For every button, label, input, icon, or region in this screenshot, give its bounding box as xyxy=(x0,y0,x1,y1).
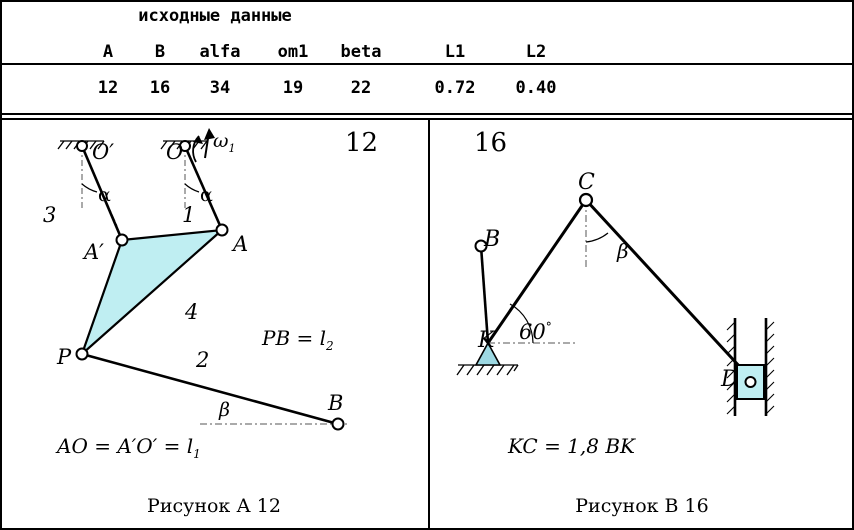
value-om1: 19 xyxy=(282,78,304,98)
beta-arc xyxy=(586,233,608,242)
column-header-beta: beta xyxy=(340,42,382,62)
figure-b-number: 16 xyxy=(474,128,508,158)
value-A: 12 xyxy=(97,78,119,98)
angle-value: 60 xyxy=(519,320,546,344)
label-k: K xyxy=(478,328,495,353)
value-beta: 22 xyxy=(350,78,372,98)
joint-b xyxy=(333,419,344,430)
joint-a-prime xyxy=(117,235,128,246)
joint-c xyxy=(580,194,592,206)
column-header-B: B xyxy=(154,42,166,62)
figure-b-drawing xyxy=(430,118,854,530)
column-header-alfa: alfa xyxy=(199,42,241,62)
label-alpha-right: α xyxy=(200,184,213,206)
label-link1: 1 xyxy=(182,203,196,227)
support-hatch-k xyxy=(457,365,518,375)
figure-a-number: 12 xyxy=(345,128,379,158)
equation-kc: KC = 1,8 BK xyxy=(508,434,635,458)
label-omega xyxy=(213,130,236,155)
alpha-arc-left xyxy=(82,184,97,192)
label-link4: 4 xyxy=(185,300,199,324)
figure-a-drawing xyxy=(0,118,430,530)
value-alfa: 34 xyxy=(209,78,231,98)
alpha-arc-right xyxy=(185,184,199,192)
label-p: P xyxy=(57,345,72,369)
table-border-row1 xyxy=(0,63,854,65)
link2-line xyxy=(82,354,338,424)
label-alpha-left: α xyxy=(98,184,111,206)
label-o-prime: O′ xyxy=(92,140,114,164)
omega-glyph: ω xyxy=(213,130,229,152)
angle-degree-symbol: ° xyxy=(545,320,552,334)
figure-a-caption: Рисунок А 12 xyxy=(147,495,281,517)
label-a: A xyxy=(233,232,249,256)
equation-pb-subscript: 2 xyxy=(326,339,334,353)
column-header-L2: L2 xyxy=(525,42,547,62)
joint-a xyxy=(217,225,228,236)
label-a-prime: A′ xyxy=(84,240,104,264)
label-beta-a: β xyxy=(219,399,230,421)
equation-pb xyxy=(262,326,334,353)
column-header-A: A xyxy=(102,42,114,62)
figure-b-caption: Рисунок В 16 xyxy=(575,495,709,517)
value-L2: 0.40 xyxy=(515,78,557,98)
link-cd xyxy=(586,200,752,380)
table-title: исходные данные xyxy=(138,6,292,26)
equation-ao xyxy=(57,434,201,461)
label-beta-b: β xyxy=(617,239,629,263)
label-link3: 3 xyxy=(43,203,57,227)
joint-d xyxy=(746,377,756,387)
label-d: D xyxy=(721,367,739,392)
equation-pb-text: PB = l xyxy=(262,326,327,350)
label-angle-60 xyxy=(519,320,552,344)
label-o: O xyxy=(166,140,184,164)
column-header-L1: L1 xyxy=(444,42,466,62)
equation-ao-text: AO = A′O′ = l xyxy=(57,434,194,458)
joint-o-prime xyxy=(77,141,87,151)
equation-ao-subscript: 1 xyxy=(193,447,201,461)
omega-subscript: 1 xyxy=(228,141,236,155)
joint-p xyxy=(77,349,88,360)
label-b-right: B xyxy=(484,227,501,252)
table-border-top xyxy=(0,0,854,2)
label-link2: 2 xyxy=(196,348,210,372)
label-c: C xyxy=(578,170,595,195)
column-header-om1: om1 xyxy=(277,42,309,62)
table-border-row2 xyxy=(0,113,854,115)
label-b: B xyxy=(328,391,344,415)
value-L1: 0.72 xyxy=(434,78,476,98)
value-B: 16 xyxy=(149,78,171,98)
